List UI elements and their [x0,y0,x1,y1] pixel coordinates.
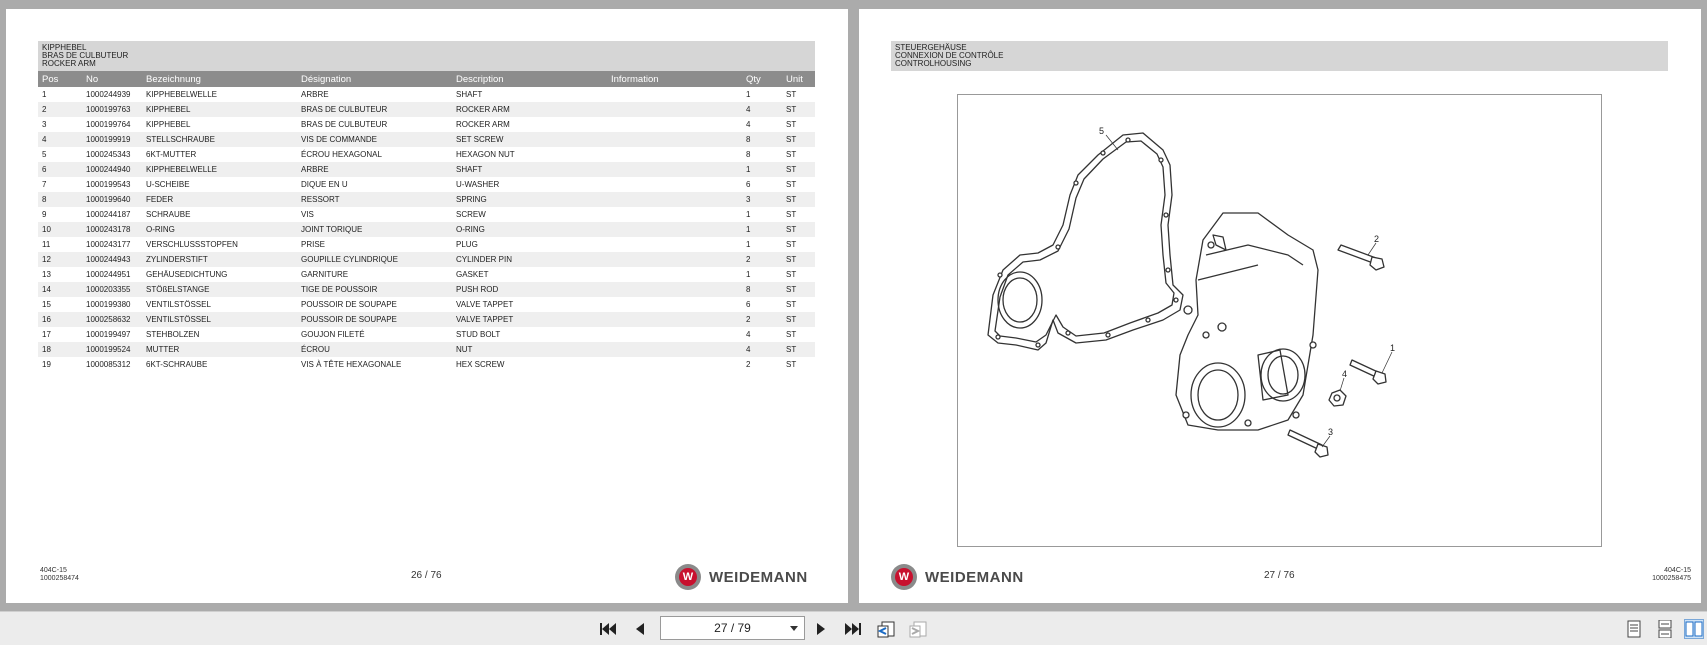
table-cell: POUSSOIR DE SOUPAPE [297,312,452,327]
parts-table [38,71,815,372]
table-cell [607,237,742,252]
table-cell: 9 [42,210,47,219]
table-cell: ST [786,300,797,309]
table-cell: ST [782,162,815,177]
table-cell: BRAS DE CULBUTEUR [301,120,388,129]
document-number: 1000258475 [1652,575,1691,582]
table-cell: 4 [742,102,782,117]
table-cell: 1000199764 [86,120,131,129]
history-back-icon [876,619,896,639]
left-page [6,9,848,603]
table-cell: HEX SCREW [456,360,505,369]
table-header [38,71,815,87]
table-cell [607,117,742,132]
single-page-view-button[interactable] [1624,619,1644,639]
table-cell: ST [786,150,797,159]
two-page-icon [1685,621,1703,637]
page-number: 26 / 76 [411,570,442,581]
table-row [38,222,815,237]
table-cell: 1 [746,210,751,219]
table-cell: ÉCROU HEXAGONAL [301,150,382,159]
doc-code [40,567,79,583]
table-cell: 1000244940 [82,162,142,177]
table-cell: VIS À TÊTE HEXAGONALE [301,360,402,369]
table-cell: ST [782,222,815,237]
column-header-unit: Unit [782,71,815,87]
right-page [859,9,1701,603]
table-cell: DIQUE EN U [301,180,348,189]
table-cell [607,267,742,282]
callout-4: 4 [1342,369,1348,379]
table-cell [607,222,742,237]
page-number-input[interactable] [660,616,805,640]
table-cell: STELLSCHRAUBE [142,132,297,147]
table-cell: 4 [38,132,82,147]
table-body [38,87,815,372]
title-fr: BRAS DE CULBUTEUR [42,51,129,60]
table-cell: ST [786,270,797,279]
table-cell: VENTILSTÖSSEL [146,300,211,309]
table-cell: 14 [38,282,82,297]
table-cell: ROCKER ARM [452,102,607,117]
table-cell: 1000245343 [86,150,131,159]
brand-mark-icon: W [675,564,701,590]
table-cell: 1000199919 [82,132,142,147]
table-cell: 2 [38,102,82,117]
table-cell: STUD BOLT [456,330,501,339]
table-cell: ST [782,192,815,207]
prev-page-button[interactable] [630,619,650,639]
table-cell: 1000199380 [86,300,131,309]
brand-logo [891,564,1024,590]
last-page-icon [844,621,862,637]
table-cell [607,177,742,192]
table-cell: 10 [38,222,82,237]
table-cell: 1000244187 [86,210,131,219]
table-cell: ST [782,132,815,147]
table-cell: ÉCROU [297,342,452,357]
table-cell: 15 [42,300,51,309]
table-cell: BRAS DE CULBUTEUR [297,102,452,117]
table-cell: 4 [742,342,782,357]
table-cell: 1000244951 [86,270,131,279]
table-cell: 1000258632 [82,312,142,327]
table-row [38,297,815,312]
nut-4 [1329,390,1346,406]
table-row [38,357,815,372]
table-cell: GOUPILLE CYLINDRIQUE [297,252,452,267]
table-cell: CYLINDER PIN [452,252,607,267]
table-cell: ST [782,312,815,327]
table-cell: VERSCHLUSSSTOPFEN [146,240,238,249]
table-row [38,207,815,222]
table-cell: STÖßELSTANGE [142,282,297,297]
table-row [38,237,815,252]
table-cell: 6KT-MUTTER [146,150,197,159]
table-cell: 4 [746,120,751,129]
table-cell: ARBRE [301,90,329,99]
next-page-icon [814,621,828,637]
table-cell: 8 [742,132,782,147]
table-cell: 6KT-SCHRAUBE [146,360,208,369]
table-cell: ST [786,180,797,189]
table-row [38,327,815,342]
table-cell: 6 [746,180,751,189]
table-cell: HEXAGON NUT [456,150,515,159]
table-cell: ST [786,210,797,219]
table-cell: FEDER [142,192,297,207]
table-cell: STEHBOLZEN [146,330,200,339]
column-header-qty: Qty [742,71,782,87]
table-cell: 1 [746,240,751,249]
table-cell: SCREW [456,210,486,219]
table-cell: 8 [38,192,82,207]
table-cell: SPRING [452,192,607,207]
table-cell: VALVE TAPPET [452,312,607,327]
table-cell: 1000199524 [82,342,142,357]
table-row [38,267,815,282]
table-cell: 2 [746,360,751,369]
table-cell: ST [782,102,815,117]
table-row [38,132,815,147]
continuous-view-button[interactable] [1655,619,1675,639]
table-cell: SHAFT [456,90,483,99]
table-cell: 1000244943 [82,252,142,267]
table-cell [607,297,742,312]
continuous-page-icon [1657,620,1673,638]
table-row [38,147,815,162]
table-cell: VIS [301,210,314,219]
column-header-information: Information [607,71,742,87]
title-en: CONTROLHOUSING [895,59,972,68]
table-cell: 1000199543 [86,180,131,189]
table-cell: 19 [42,360,51,369]
table-cell [607,327,742,342]
callout-1: 1 [1390,343,1396,353]
table-cell: ARBRE [297,162,452,177]
table-cell: 1 [746,90,751,99]
table-cell: 1 [742,162,782,177]
viewer-toolbar [0,611,1707,645]
table-cell: GARNITURE [301,270,349,279]
page-indicator: 27 / 79 [714,621,751,635]
table-cell: 1000199640 [82,192,142,207]
control-housing-drawing [958,95,1603,548]
table-cell: 1 [742,222,782,237]
table-cell: 1000243177 [86,240,131,249]
table-cell: ST [786,90,797,99]
table-cell [607,192,742,207]
table-cell [607,87,742,102]
assembly-title-block [891,41,1668,71]
table-cell: 8 [746,150,751,159]
table-row [38,87,815,102]
single-page-icon [1626,620,1642,638]
table-cell [607,102,742,117]
table-cell: 1 [746,270,751,279]
first-page-icon [599,621,617,637]
table-cell: SCHRAUBE [146,210,191,219]
table-cell [607,282,742,297]
table-cell: 3 [42,120,47,129]
model-code: 404C-15 [1664,567,1691,574]
prev-page-icon [633,621,647,637]
last-page-button[interactable] [843,619,863,639]
two-page-view-button[interactable] [1684,619,1704,639]
model-code: 404C-15 [40,567,67,574]
table-cell: 11 [42,240,51,249]
table-row [38,162,815,177]
column-header-d-signation: Désignation [297,71,452,87]
brand-name: WEIDEMANN [925,568,1024,586]
table-cell: 4 [746,330,751,339]
table-cell: JOINT TORIQUE [297,222,452,237]
table-cell: 1000243178 [82,222,142,237]
table-cell: PRISE [301,240,326,249]
first-page-button[interactable] [598,619,618,639]
table-cell: O-RING [142,222,297,237]
table-cell: KIPPHEBEL [142,102,297,117]
table-cell: 2 [742,312,782,327]
table-cell: GASKET [456,270,489,279]
table-cell: 6 [746,300,751,309]
table-cell: POUSSOIR DE SOUPAPE [301,300,397,309]
table-row [38,102,815,117]
brand-logo [675,564,808,590]
table-cell: GOUJON FILETÉ [301,330,365,339]
table-cell: U-WASHER [456,180,500,189]
table-cell: 8 [742,282,782,297]
table-cell: 3 [742,192,782,207]
bolt-2 [1338,245,1376,263]
table-row [38,252,815,267]
brand-name: WEIDEMANN [709,568,808,586]
table-cell: ST [782,252,815,267]
table-cell: VENTILSTÖSSEL [142,312,297,327]
history-forward-button[interactable] [908,619,928,639]
table-cell: KIPPHEBELWELLE [142,162,297,177]
table-cell: ST [782,342,815,357]
brand-mark-icon: W [891,564,917,590]
title-de: KIPPHEBEL [42,43,87,52]
title-fr: CONNEXION DE CONTRÔLE [895,51,1004,60]
table-cell: ST [786,360,797,369]
table-cell: ROCKER ARM [456,120,510,129]
table-row [38,192,815,207]
table-cell [607,147,742,162]
table-cell: 1000199497 [86,330,131,339]
chevron-down-icon[interactable] [790,626,798,631]
table-cell: KIPPHEBEL [146,120,191,129]
gasket-outline [988,133,1183,350]
table-row [38,282,815,297]
table-cell: 17 [42,330,51,339]
table-cell [607,357,742,372]
table-cell: 5 [42,150,47,159]
assembly-title-block [38,41,815,71]
title-en: ROCKER ARM [42,59,96,68]
callout-3: 3 [1328,427,1334,437]
table-cell [607,342,742,357]
table-cell: U-SCHEIBE [146,180,190,189]
table-cell: O-RING [452,222,607,237]
table-cell [607,252,742,267]
column-header-description: Description [452,71,607,87]
table-cell: NUT [452,342,607,357]
table-cell [607,162,742,177]
table-cell: 1000244939 [86,90,131,99]
table-cell: SET SCREW [452,132,607,147]
table-cell [607,207,742,222]
column-header-no: No [82,71,142,87]
table-cell: ZYLINDERSTIFT [142,252,297,267]
history-back-button[interactable] [876,619,896,639]
table-cell: ST [786,240,797,249]
exploded-drawing [957,94,1602,547]
doc-code [1652,567,1691,583]
table-row [38,177,815,192]
table-cell: 1000203355 [82,282,142,297]
table-cell: ST [782,282,815,297]
callout-2: 2 [1374,234,1380,244]
column-header-bezeichnung: Bezeichnung [142,71,297,87]
title-de: STEUERGEHÄUSE [895,43,967,52]
table-cell: VALVE TAPPET [456,300,514,309]
table-cell: TIGE DE POUSSOIR [297,282,452,297]
table-cell: GEHÄUSEDICHTUNG [146,270,228,279]
table-cell: 1 [42,90,47,99]
next-page-button[interactable] [811,619,831,639]
table-cell [607,312,742,327]
table-cell: 12 [38,252,82,267]
table-cell: 13 [42,270,51,279]
table-row [38,117,815,132]
table-cell: 16 [38,312,82,327]
table-cell: 18 [38,342,82,357]
table-cell: RESSORT [297,192,452,207]
table-cell: 1000085312 [86,360,131,369]
table-cell: ST [786,120,797,129]
table-cell: 2 [742,252,782,267]
table-cell: SHAFT [452,162,607,177]
table-cell [607,132,742,147]
table-cell: 7 [42,180,47,189]
table-cell: ST [786,330,797,339]
table-row [38,342,815,357]
table-row [38,312,815,327]
table-cell: 1000199763 [82,102,142,117]
table-cell: KIPPHEBELWELLE [146,90,217,99]
table-cell: PUSH ROD [452,282,607,297]
table-cell: PLUG [456,240,478,249]
column-header-pos: Pos [38,71,82,87]
document-number: 1000258474 [40,575,79,582]
history-forward-icon [908,619,928,639]
table-cell: 6 [38,162,82,177]
table-cell: VIS DE COMMANDE [297,132,452,147]
page-number: 27 / 76 [1264,570,1295,581]
table-cell: MUTTER [142,342,297,357]
callout-5: 5 [1099,126,1105,136]
